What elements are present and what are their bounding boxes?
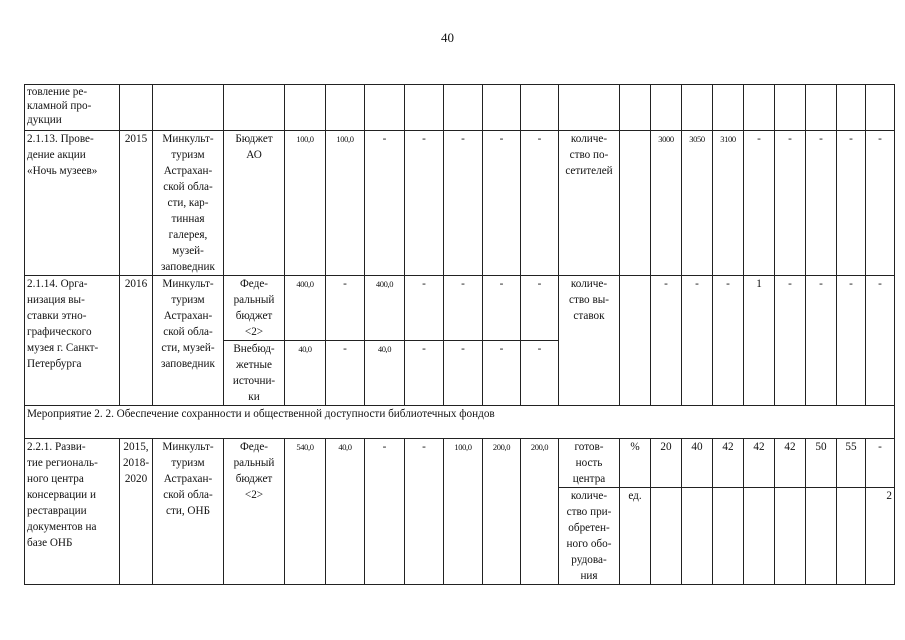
value-cell: 3050	[682, 131, 713, 276]
funding-total: 540,0	[285, 439, 326, 585]
executor-cell: Минкульт- туризм Астрахан- ской обла- сти, музей- заповедник	[153, 276, 224, 406]
year-cell: 2015	[120, 131, 153, 276]
funding-2019: -	[483, 276, 521, 341]
activity-cell: 2.2.1. Разви- тие региональ- ного центра консервации и реставрации документов на базе ОНБ	[25, 439, 120, 585]
funding-2016: -	[365, 131, 405, 276]
funding-2018: -	[444, 276, 483, 341]
funding-2019: 200,0	[483, 439, 521, 585]
program-table	[24, 84, 895, 585]
funding-2016: 400,0	[365, 276, 405, 341]
value-cell: 1	[744, 276, 775, 406]
funding-2016: 40,0	[365, 341, 405, 406]
value-cell: -	[713, 276, 744, 406]
value-cell: 20	[651, 439, 682, 488]
indicator-cell: количе- ство при- обретен- ного обо- рудова- ния	[559, 488, 620, 585]
section-title: Мероприятие 2. 2. Обеспечение сохранности и общественной доступности библиотечных фондов	[25, 406, 895, 439]
funding-2018: 100,0	[444, 439, 483, 585]
funding-2019: -	[483, 131, 521, 276]
funding-total: 400,0	[285, 276, 326, 341]
funding-2017: -	[405, 341, 444, 406]
value-cell: -	[837, 276, 866, 406]
activity-cell: 2.1.13. Прове- дение акции «Ночь музеев»	[25, 131, 120, 276]
funding-total: 100,0	[285, 131, 326, 276]
value-cell: 2	[866, 488, 895, 585]
funding-2015: 100,0	[326, 131, 365, 276]
value-cell: -	[651, 276, 682, 406]
funding-source-cell: Внебюд- жетные источни- ки	[224, 341, 285, 406]
funding-source-cell: Феде- ральный бюджет <2>	[224, 276, 285, 341]
funding-2018: -	[444, 341, 483, 406]
funding-2015: 40,0	[326, 439, 365, 585]
executor-cell: Минкульт- туризм Астрахан- ской обла- сти, ОНБ	[153, 439, 224, 585]
value-cell: -	[866, 276, 895, 406]
value-cell: 42	[775, 439, 806, 488]
activity-cell: 2.1.14. Орга- низация вы- ставки этно- графического музея г. Санкт- Петербурга	[25, 276, 120, 406]
value-cell: -	[806, 131, 837, 276]
funding-2016: -	[365, 439, 405, 585]
value-cell: 55	[837, 439, 866, 488]
funding-2020: 200,0	[521, 439, 559, 585]
indicator-cell: готов- ность центра	[559, 439, 620, 488]
indicator-cell: количе- ство по- сетителей	[559, 131, 620, 276]
value-cell: 40	[682, 439, 713, 488]
table-row	[25, 85, 895, 131]
funding-2015: -	[326, 341, 365, 406]
value-cell: -	[806, 276, 837, 406]
funding-source-cell: Феде- ральный бюджет <2>	[224, 439, 285, 585]
activity-cell: товление ре- кламной про- дукции	[25, 85, 120, 131]
funding-2019: -	[483, 341, 521, 406]
funding-2018: -	[444, 131, 483, 276]
funding-total: 40,0	[285, 341, 326, 406]
page-number: 40	[441, 30, 454, 45]
funding-2020: -	[521, 341, 559, 406]
funding-2015: -	[326, 276, 365, 341]
funding-2017: -	[405, 131, 444, 276]
table-row	[25, 439, 895, 488]
funding-2020: -	[521, 131, 559, 276]
year-cell: 2015, 2018- 2020	[120, 439, 153, 585]
value-cell: 3000	[651, 131, 682, 276]
value-cell: 42	[744, 439, 775, 488]
value-cell: -	[837, 131, 866, 276]
value-cell: 3100	[713, 131, 744, 276]
value-cell: 50	[806, 439, 837, 488]
value-cell: -	[744, 131, 775, 276]
funding-2020: -	[521, 276, 559, 341]
unit-cell: ед.	[620, 488, 651, 585]
table-row	[25, 276, 895, 341]
value-cell: -	[866, 439, 895, 488]
value-cell: -	[866, 131, 895, 276]
funding-source-cell: Бюджет АО	[224, 131, 285, 276]
year-cell: 2016	[120, 276, 153, 406]
unit-cell: %	[620, 439, 651, 488]
value-cell: 42	[713, 439, 744, 488]
value-cell: -	[682, 276, 713, 406]
table-row	[25, 131, 895, 276]
indicator-cell: количе- ство вы- ставок	[559, 276, 620, 406]
funding-2017: -	[405, 276, 444, 341]
executor-cell: Минкульт- туризм Астрахан- ской обла- сти, кар- тинная галерея, музей- заповедник	[153, 131, 224, 276]
value-cell: -	[775, 276, 806, 406]
funding-2017: -	[405, 439, 444, 585]
section-row	[25, 406, 895, 439]
unit-cell	[620, 131, 651, 276]
value-cell: -	[775, 131, 806, 276]
